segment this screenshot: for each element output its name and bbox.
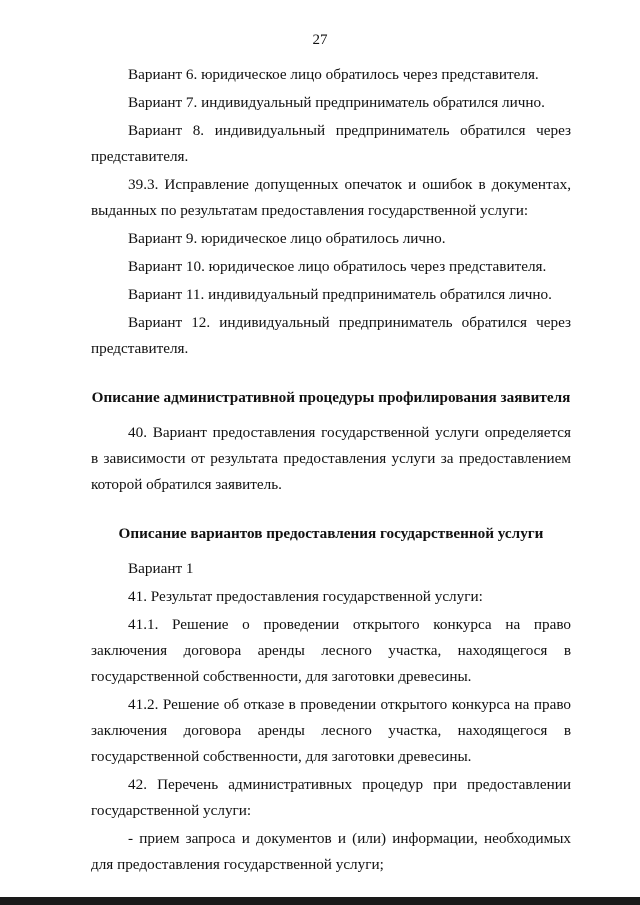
paragraph-41: 41. Результат предоставления государственной услуги:	[128, 588, 483, 605]
heading-profiling: Описание административной процедуры профилирования заявителя	[91, 389, 571, 406]
scan-bottom-edge	[0, 897, 640, 905]
paragraph-41-2: 41.2. Решение об отказе в проведении открытого конкурса на право заключения договора аренды лесного участка, находящегося в государственной собственности, для заготовки древесины.	[91, 696, 571, 765]
paragraph-variant-7: Вариант 7. индивидуальный предприниматель обратился лично.	[128, 94, 545, 111]
paragraph-variant-6: Вариант 6. юридическое лицо обратилось через представителя.	[128, 66, 539, 83]
paragraph-40: 40. Вариант предоставления государственной услуги определяется в зависимости от результата предоставления услуги за предоставлением которой обратился заявитель.	[91, 424, 571, 493]
paragraph-variant-8: Вариант 8. индивидуальный предприниматель обратился через представителя.	[91, 122, 571, 165]
paragraph-42: 42. Перечень административных процедур при предоставлении государственной услуги:	[91, 776, 571, 819]
paragraph-variant-1: Вариант 1	[128, 560, 194, 577]
paragraph-variant-12: Вариант 12. индивидуальный предприниматель обратился через представителя.	[91, 314, 571, 357]
page-number: 27	[312, 32, 328, 48]
document-body	[91, 62, 571, 880]
paragraph-list-item: - прием запроса и документов и (или) информации, необходимых для предоставления государственной услуги;	[91, 830, 571, 873]
paragraph-variant-11: Вариант 11. индивидуальный предприниматель обратился лично.	[128, 286, 552, 303]
paragraph-41-1: 41.1. Решение о проведении открытого конкурса на право заключения договора аренды лесного участка, находящегося в государственной собственности, для заготовки древесины.	[91, 616, 571, 685]
heading-variants: Описание вариантов предоставления государственной услуги	[118, 525, 544, 542]
paragraph-39-3: 39.3. Исправление допущенных опечаток и ошибок в документах, выданных по результатам предоставления государственной услуги:	[91, 176, 571, 219]
paragraph-variant-10: Вариант 10. юридическое лицо обратилось через представителя.	[128, 258, 547, 275]
paragraph-variant-9: Вариант 9. юридическое лицо обратилось лично.	[128, 230, 446, 247]
